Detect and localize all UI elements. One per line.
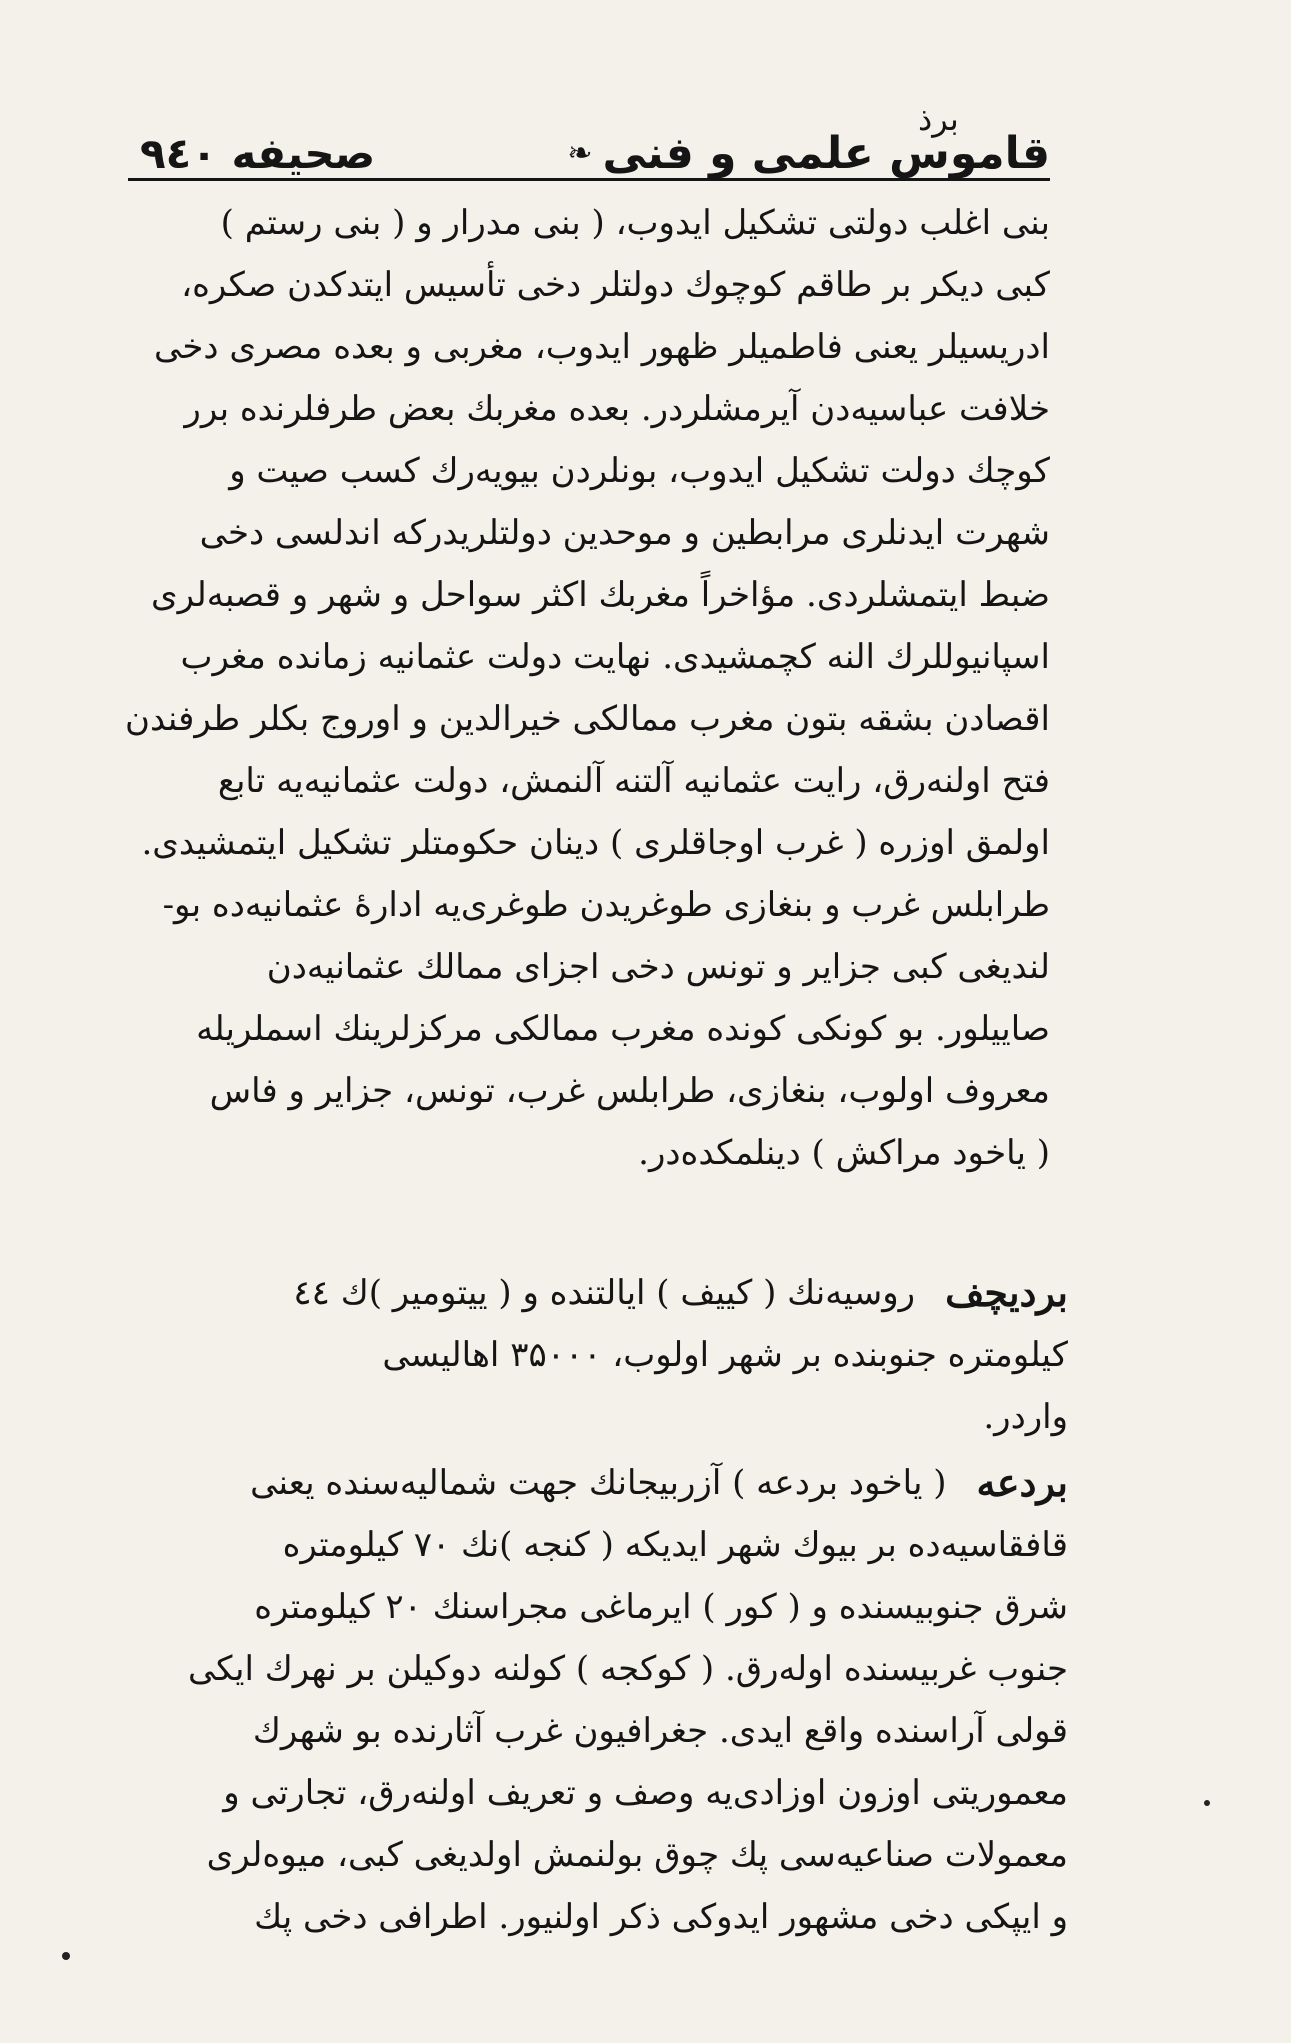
main-paragraph — [125, 192, 1050, 1184]
text-line: اسپانیوللرك النه کچمشیدی. نهایت دولت عثمانیه زمانده مغرب — [180, 637, 1050, 677]
entry-berdaa — [128, 1452, 1068, 1948]
entry-headword: بردیچف — [945, 1270, 1068, 1315]
text-line: خلافت عباسیه‌دن آیرمشلردر. بعده مغربك بعض طرفلرنده برر — [184, 389, 1050, 429]
text-line: ادریسیلر یعنی فاطمیلر ظهور ایدوب، مغربی و بعده مصری دخی — [154, 327, 1050, 367]
ornament-icon: ❧ — [567, 135, 593, 171]
text-line: ضبط ایتمشلردی. مؤاخراً مغربك اکثر سواحل و شهر و قصبه‌لری — [151, 575, 1050, 615]
entry-berdichef — [128, 1262, 1068, 1448]
text-line: فتح اولنه‌رق، رایت عثمانیه آلتنه آلنمش، دولت عثمانیه‌یه تابع — [217, 761, 1050, 801]
text-line: ( یاخود بردعه ) آزربیجانك جهت شمالیه‌سنده یعنی — [250, 1463, 947, 1503]
text-line: صاییلور. بو کونکی کونده مغرب ممالکی مرکزلرینك اسملریله — [196, 1009, 1050, 1049]
text-line: بنی اغلب دولتی تشکیل ایدوب، ( بنی مدرار و ( بنی رستم ) — [220, 203, 1050, 243]
entry-headword: بردعه — [976, 1460, 1068, 1505]
page-number: صحیفه ۹٤۰ — [140, 128, 376, 178]
text-line: معمولات صناعیه‌سی پك چوق بولنمش اولدیغی کبی، میوه‌لری — [206, 1835, 1068, 1875]
text-line: طرابلس غرب و بنغازی طوغریدن طوغری‌یه ادارهٔ عثمانیه‌ده بو- — [162, 885, 1050, 925]
header-rule — [128, 178, 1050, 181]
text-line: قافقاسیه‌ده بر بیوك شهر ایدیکه ( کنجه )نك ۷۰ کیلومتره — [282, 1525, 1068, 1565]
text-line: معروف اولوب، بنغازی، طرابلس غرب، تونس، جزایر و فاس — [209, 1071, 1050, 1111]
text-line: کوچك دولت تشکیل ایدوب، بونلردن بیویه‌رك کسب صیت و — [229, 451, 1050, 491]
text-line: لندیغی کبی جزایر و تونس دخی اجزای ممالك عثمانیه‌دن — [266, 947, 1050, 987]
text-line: قولی آراسنده واقع ایدی. جغرافیون غرب آثارنده بو شهرك — [252, 1711, 1068, 1751]
text-line: اولمق اوزره ( غرب اوجاقلری ) دینان حکومتلر تشکیل ایتمشیدی. — [141, 823, 1050, 863]
text-line: واردر. — [983, 1397, 1068, 1437]
ink-speck — [62, 1952, 70, 1960]
text-line: ( یاخود مراکش ) دینلمکده‌در. — [638, 1133, 1050, 1173]
text-line: جنوب غربیسنده اوله‌رق. ( کوکجه ) کولنه دوکیلن بر نهرك ایکی — [187, 1649, 1068, 1689]
corner-letters: برذ — [918, 100, 959, 138]
text-line: روسیه‌نك ( کییف ) ایالتنده و ( ییتومیر )ك ٤٤ — [293, 1273, 916, 1313]
text-line: شرق جنوبیسنده و ( کور ) ایرماغی مجراسنك ۲۰ کیلومتره — [254, 1587, 1068, 1627]
text-line: شهرت ایدنلری مرابطین و موحدین دولتلریدرکه اندلسی دخی — [199, 513, 1050, 553]
text-line: و ایپکی دخی مشهور ایدوکی ذکر اولنیور. اطرافی دخی پك — [254, 1897, 1068, 1937]
text-line: کیلومتره جنوبنده بر شهر اولوب، ۳۵۰۰۰ اهالیسی — [382, 1335, 1068, 1375]
header-title-group — [567, 128, 1050, 179]
text-line: کبی دیکر بر طاقم کوچوك دولتلر دخی تأسیس ایتدکدن صکره، — [181, 265, 1050, 305]
text-line: اقصادن بشقه بتون مغرب ممالکی خیرالدین و اوروج بکلر طرفندن — [125, 699, 1050, 739]
header-title: قاموس علمی و فنی — [602, 127, 1050, 179]
ink-speck — [1204, 1800, 1210, 1806]
text-line: معموریتی اوزون اوزادی‌یه وصف و تعریف اولنه‌رق، تجارتی و — [223, 1773, 1068, 1813]
